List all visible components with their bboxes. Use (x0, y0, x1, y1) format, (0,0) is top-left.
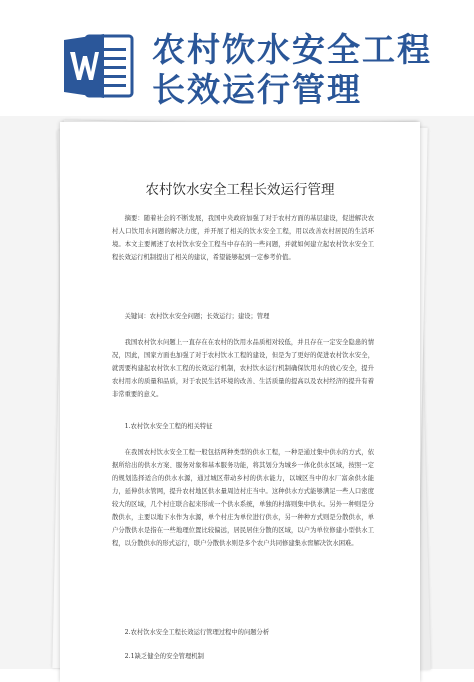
section-heading-2-1 (112, 650, 374, 663)
document-title: 农村饮水安全工程长效运行管理 (145, 182, 335, 198)
keywords-text: 关键词：农村饮水安全问题；长效运行；建设；管理 (124, 313, 270, 320)
banner-title-line1: 农村饮水安全工程 (152, 30, 432, 69)
body-paragraph-1 (112, 336, 374, 401)
heading-2-text: 2.农村饮水安全工程长效运行管理过程中的问题分析 (124, 629, 270, 636)
section-heading-2 (112, 626, 374, 639)
document-page[interactable] (60, 122, 420, 682)
paragraph-1-text: 我国农村饮水问题上一直存在在农村的饮用水品质相对较低，并且存在一定安全隐患的情况，因此，国家方面也加强了对于农村饮水工程的建设，但是为了更好的促进农村饮水安全，就需要构建起农村饮水工程的长效运行机制，农村饮水运行机制确保饮用水的放心安全，提升农村用水的质量和品质，对于农民生活环境的改善、生活质量的提高以及农村经济的提升有着非常重要的意义。 (112, 339, 374, 398)
abstract-text: 摘要：随着社会的不断发展，我国中央政府加强了对于农村方面的基层建设，促进解决农村人口饮用水问题的解决力度，并开展了相关的饮水安全工程，用以改善农村居民的生活环境。本文主要阐述了农村饮水安全工程当中存在的一些问题，并就如何建立起农村饮水安全工程长效运行机制提出了相关的建议，希望能够起到一定参考价值。 (112, 215, 374, 261)
banner-title-line2: 长效运行管理 (152, 70, 362, 109)
paragraph-2-text: 在我国农村饮水安全工程一般包括两种类型的供水工程，一种是通过集中供水的方式，依据所给出的供水方案、服务对象和基本服务功能，将其划分为城乡一体化供水区域，按照一定的规划选择适合的供水水源，通过城区带动乡村的供水能力，以城区当中的水厂富余供水能力，延伸供水管网，提升农村地区供水量周边村庄当中。这种供水方式能够满足一些人口密度较大的区域，几个村庄联合起来形成一个供水系统，单独的村落则集中供水。另外一种则是分散供水，主要以地下水作为水源，单个村庄为单位进行供水，另一种种方式则是分散供水，单户分散供水是指在一些地理位置比较偏远，居民居住分散的区域，以户为单位修建小型供水工程，以分散供水的形式运行，联户分散供水则是多个农户共同修建集水窖解决饮水困难。 (112, 449, 374, 547)
body-paragraph-2 (112, 446, 374, 550)
abstract-paragraph (112, 212, 374, 264)
keywords-paragraph (112, 310, 374, 323)
heading-3-text: 2.1缺乏健全的安全管理机制 (124, 653, 204, 660)
banner-header (0, 0, 474, 122)
section-heading-1 (112, 420, 374, 433)
banner-title (152, 30, 452, 110)
heading-1-text: 1.农村饮水安全工程的相关特征 (124, 423, 213, 430)
word-icon (64, 30, 134, 102)
